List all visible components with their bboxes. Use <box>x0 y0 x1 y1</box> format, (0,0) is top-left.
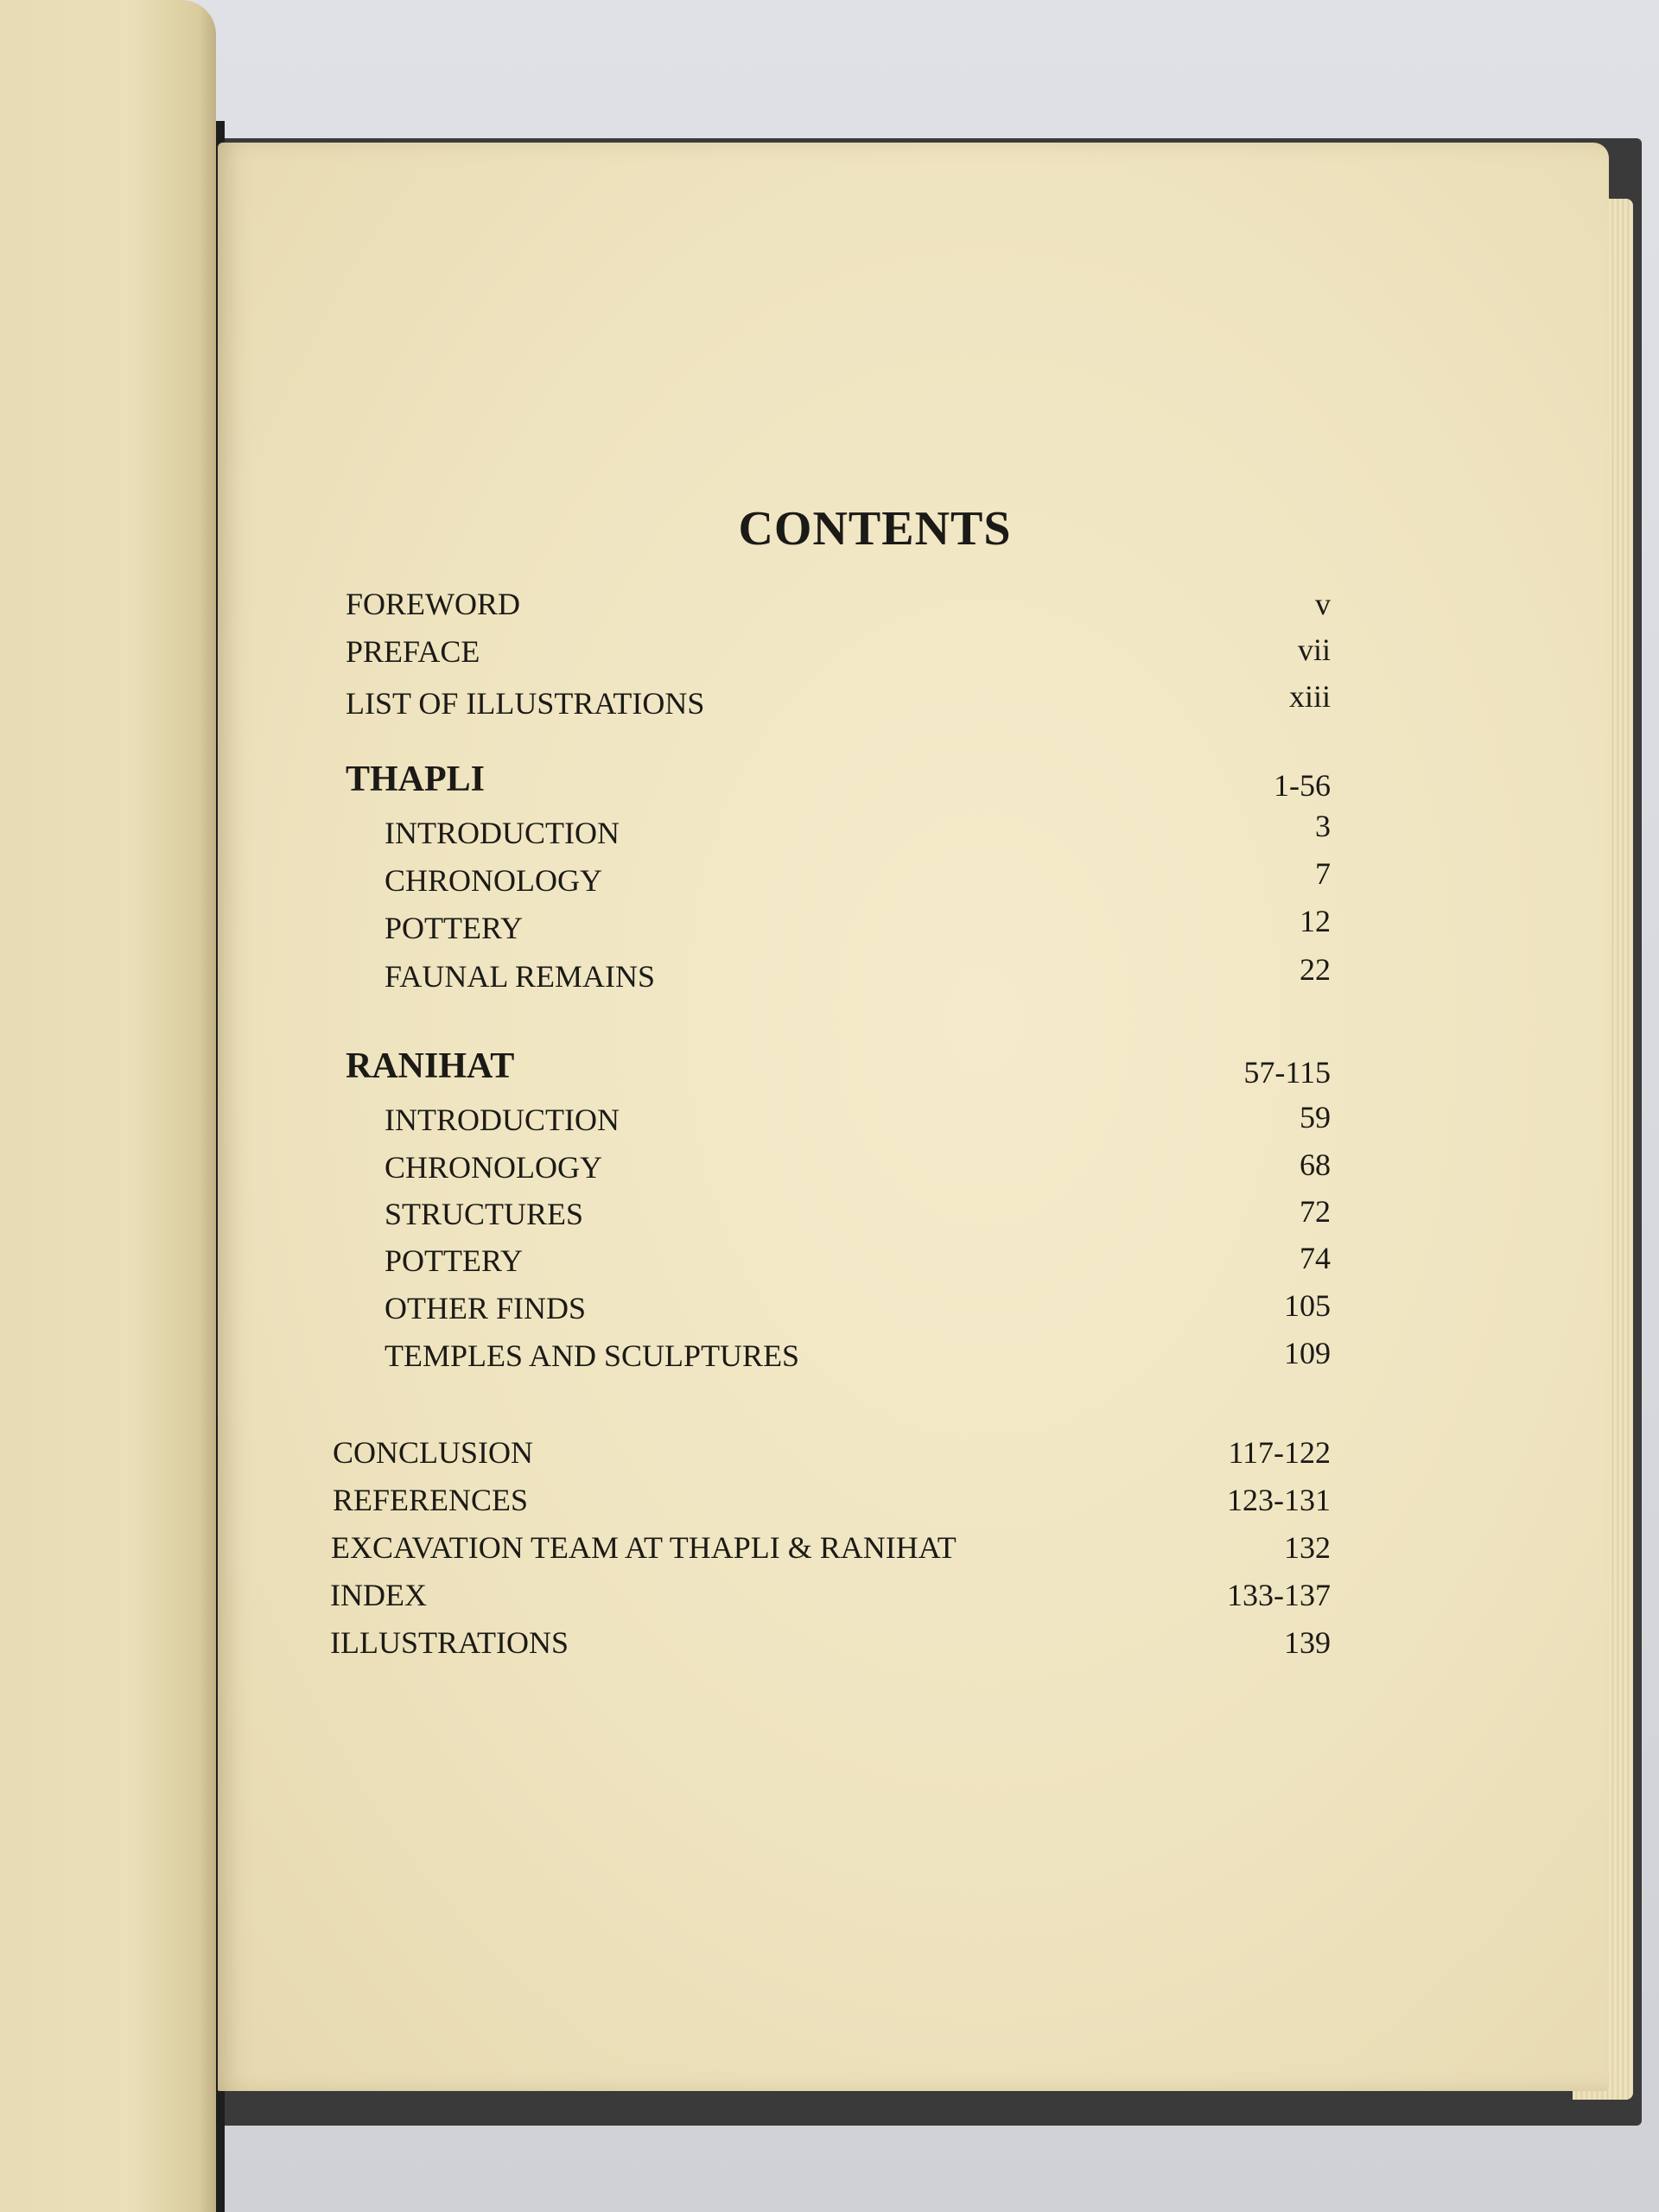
entry-label: CONCLUSION <box>333 1435 534 1470</box>
toc-entry-foreword <box>346 586 1331 629</box>
entry-label: POTTERY <box>385 911 524 945</box>
entry-page: 22 <box>1300 952 1331 987</box>
entry-page: xiii <box>1288 679 1331 714</box>
entry-page: 139 <box>1284 1625 1331 1660</box>
entry-label: TEMPLES AND SCULPTURES <box>385 1338 800 1373</box>
entry-page: 72 <box>1300 1194 1331 1229</box>
entry-page: vii <box>1297 632 1331 667</box>
entry-label: REFERENCES <box>333 1483 529 1517</box>
entry-page: 117-122 <box>1228 1435 1331 1470</box>
entry-page: 1-56 <box>1274 768 1331 803</box>
entry-page: 57-115 <box>1243 1055 1331 1090</box>
entry-page: 68 <box>1300 1147 1331 1182</box>
toc-entry-illustrations <box>330 1624 1331 1668</box>
toc-section-thapli <box>346 759 1331 802</box>
entry-label: LIST OF ILLUSTRATIONS <box>346 686 705 721</box>
toc-entry-list-of-illustrations <box>346 679 1331 728</box>
toc-section-ranihat <box>346 1046 1331 1089</box>
entry-label: EXCAVATION TEAM AT THAPLI & RANIHAT <box>331 1530 957 1565</box>
entry-page: 123-131 <box>1227 1483 1331 1517</box>
entry-label: CHRONOLOGY <box>385 863 602 898</box>
page-title: CONTENTS <box>738 502 1012 556</box>
entry-label: POTTERY <box>385 1243 524 1278</box>
entry-page: 74 <box>1300 1241 1331 1275</box>
entry-label: STRUCTURES <box>385 1197 584 1231</box>
entry-page: 3 <box>1315 809 1331 843</box>
toc-entry-ranihat-temples-and-sculptures <box>346 1338 1331 1381</box>
entry-label: INDEX <box>330 1578 427 1612</box>
entry-page: 109 <box>1284 1336 1331 1370</box>
toc-entry-ranihat-introduction <box>346 1102 1331 1145</box>
entry-page: 133-137 <box>1227 1578 1331 1612</box>
toc-entry-index <box>330 1577 1331 1620</box>
toc-entry-references <box>333 1482 1331 1525</box>
toc-entry-thapli-faunal-remains <box>346 952 1331 1001</box>
toc-entry-ranihat-pottery <box>346 1243 1331 1286</box>
left-page <box>0 0 216 2212</box>
entry-label: ILLUSTRATIONS <box>330 1625 569 1660</box>
entry-page: 59 <box>1300 1100 1331 1135</box>
section-heading: THAPLI <box>346 760 486 799</box>
entry-page: v <box>1315 587 1331 621</box>
toc-entry-conclusion <box>333 1434 1331 1478</box>
toc-entry-thapli-introduction <box>346 809 1331 858</box>
entry-page: 12 <box>1300 904 1331 938</box>
entry-label: PREFACE <box>346 634 480 669</box>
entry-page: 105 <box>1284 1288 1331 1323</box>
toc-entry-excavation-team <box>331 1529 1331 1573</box>
entry-label: OTHER FINDS <box>385 1291 587 1325</box>
toc-entry-ranihat-other-finds <box>346 1290 1331 1333</box>
toc-entry-preface <box>346 633 1331 677</box>
entry-label: INTRODUCTION <box>385 816 620 850</box>
entry-page: 7 <box>1315 856 1331 891</box>
toc-entry-ranihat-structures <box>346 1196 1331 1239</box>
entry-label: CHRONOLOGY <box>385 1150 602 1185</box>
section-heading: RANIHAT <box>346 1046 515 1086</box>
entry-label: FAUNAL REMAINS <box>385 959 656 994</box>
toc-entry-thapli-chronology <box>346 856 1331 906</box>
toc-entry-thapli-pottery <box>346 904 1331 953</box>
entry-page: 132 <box>1284 1530 1331 1565</box>
entry-label: FOREWORD <box>346 587 521 621</box>
entry-label: INTRODUCTION <box>385 1103 620 1137</box>
toc-entry-ranihat-chronology <box>346 1149 1331 1192</box>
